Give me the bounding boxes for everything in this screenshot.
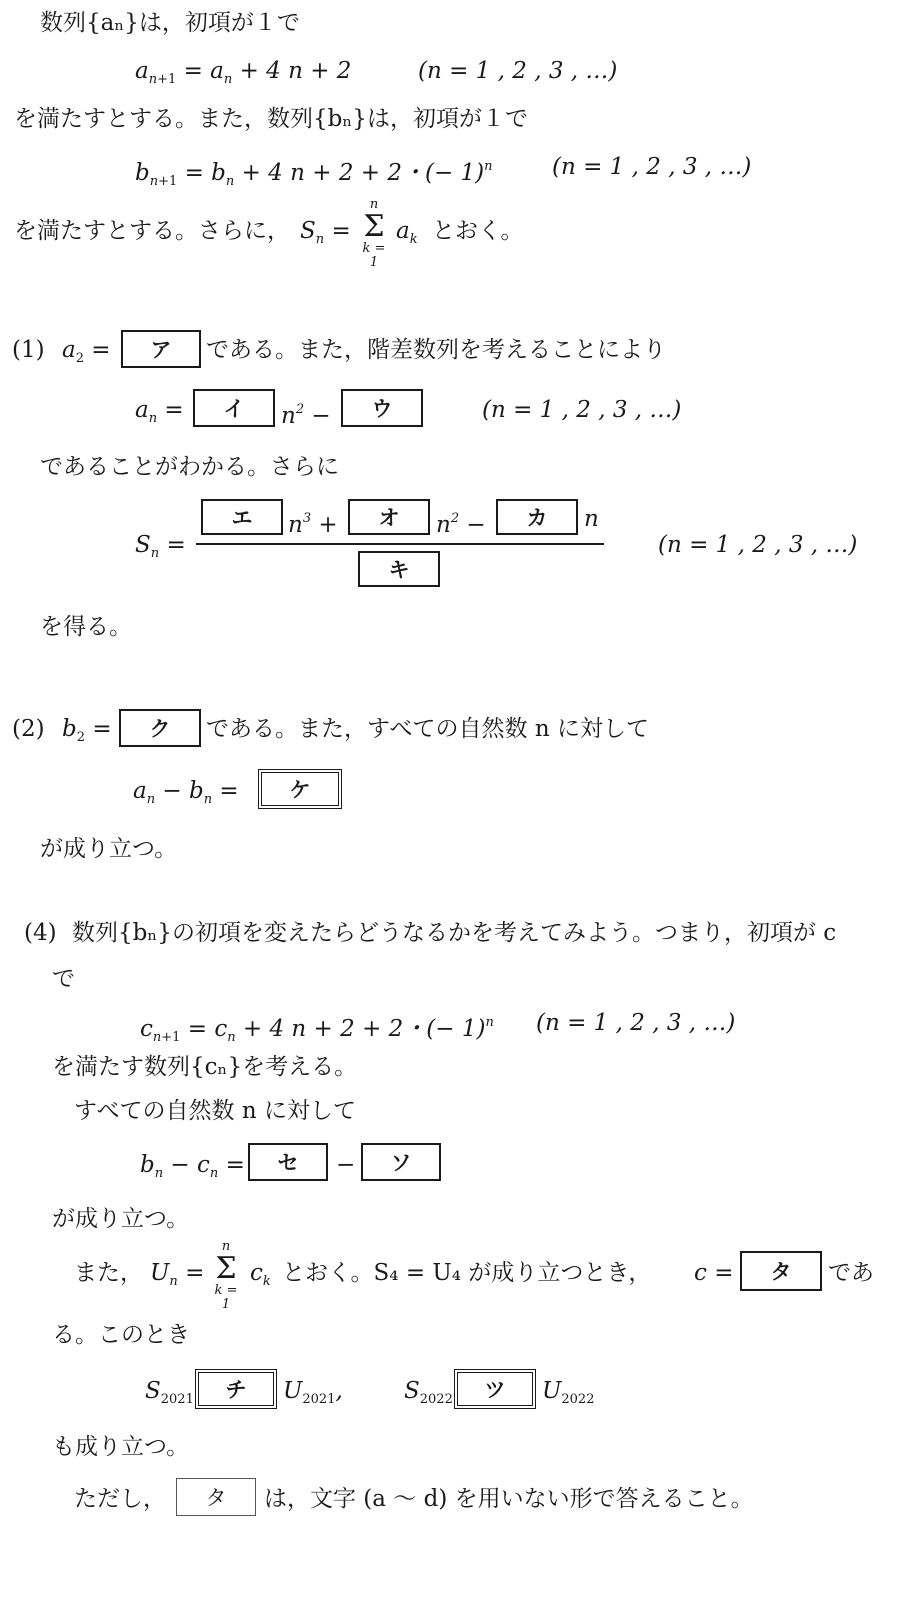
c-equals: c = [694, 1260, 734, 1286]
u2021: $U_{2021}$, [283, 1378, 343, 1407]
answer-box-a[interactable]: ア [121, 330, 201, 368]
q1-a2: $a_2$ = [62, 337, 111, 366]
intro-line-3a: を満たすとする。さらに， [14, 218, 290, 244]
q1-number: (1) [12, 337, 45, 363]
q1-line-3: を得る。 [40, 614, 132, 640]
an-minus-bn: $a_n - b_n$ = [133, 778, 239, 807]
un-def: $U_n$ = [150, 1260, 205, 1289]
answer-box-chi[interactable]: チ [195, 1369, 277, 1409]
answer-box-so[interactable]: ソ [361, 1143, 441, 1181]
answer-box-tsu[interactable]: ツ [454, 1369, 536, 1409]
sn-label: $S_n$ = [135, 532, 186, 561]
n-term: n [584, 506, 599, 532]
sigma-un: n Σ k = 1 [214, 1239, 238, 1312]
recurrence-b: $b_{n+1} = b_n + 4$ n + 2 + 2・(− 1)$^n$ [135, 159, 493, 189]
eq1-rhs: = a [183, 58, 224, 84]
q4-line-1b: で [52, 966, 75, 992]
answer-box-ta[interactable]: タ [740, 1251, 822, 1291]
n-cubed-plus: $n^3$ + [288, 511, 338, 538]
s2022: $S_{2022}$ [404, 1378, 453, 1407]
answer-box-ka[interactable]: カ [496, 499, 578, 535]
intro-line-2: を満たすとする。また，数列{bₙ}は，初項が１で [14, 106, 528, 132]
sn-range: (n = 1 , 2 , 3 , …) [658, 532, 858, 558]
minus-sign: − [336, 1152, 356, 1178]
q4-line-2: を満たす数列{cₙ}を考える。 [52, 1054, 358, 1080]
sigma-sn: n Σ k = 1 [362, 197, 386, 270]
eq2-lhs: b [135, 160, 150, 186]
an-range: (n = 1 , 2 , 3 , …) [482, 397, 682, 423]
eq-c-tail: + 4 n + 2 + 2・(− 1) [242, 1016, 486, 1042]
q4-line-8b: は，文字 (a ～ d) を用いない形で答えること。 [264, 1486, 754, 1512]
q4-line-5b: とおく。S₄ = U₄ が成り立つとき， [282, 1260, 652, 1286]
n-squared-minus-2: $n^2$ − [436, 511, 486, 538]
sn-def: $S_n$ = [300, 218, 351, 247]
answer-box-u[interactable]: ウ [341, 389, 423, 427]
q4-line-1: 数列{bₙ}の初項を変えたらどうなるかを考えてみよう。つまり，初項が c [72, 920, 837, 946]
q4-line-5a: また， [74, 1260, 143, 1286]
answer-box-ki[interactable]: キ [358, 551, 440, 587]
q4-line-3: すべての自然数 n に対して [74, 1098, 356, 1124]
answer-box-se[interactable]: セ [248, 1143, 328, 1181]
sn-symbol: S [300, 218, 316, 244]
recurrence-c: $c_{n+1} = c_n + 4$ n + 2 + 2・(− 1)$^n$ [140, 1015, 494, 1045]
eq1-range: (n = 1 , 2 , 3 , …) [418, 58, 618, 84]
bn-minus-cn: $b_n - c_n$ = [140, 1152, 245, 1181]
q2-line-3: が成り立つ。 [40, 836, 178, 862]
note-box-ta: タ [176, 1478, 256, 1516]
u2022: $U_{2022}$ [542, 1378, 595, 1407]
intro-line-1: 数列{aₙ}は，初項が１で [40, 10, 300, 36]
q2-number: (2) [12, 716, 45, 742]
eq2-tail: + 4 n + 2 + 2・(− 1) [241, 160, 485, 186]
recurrence-a: $a_{n+1} = a_n + 4$ n + 2 [135, 58, 352, 87]
q4-line-4: が成り立つ。 [52, 1206, 190, 1232]
q4-line-5c: であ [828, 1260, 874, 1286]
eq1-tail: + 4 n + 2 [239, 58, 352, 84]
q4-line-7: も成り立つ。 [52, 1434, 190, 1460]
answer-box-o[interactable]: オ [348, 499, 430, 535]
answer-box-ke[interactable]: ケ [258, 769, 342, 809]
an-label: $a_n$ = [135, 397, 184, 426]
q2-b2: $b_2$ = [62, 716, 112, 745]
q4-line-8a: ただし， [74, 1486, 166, 1512]
fraction-bar [196, 543, 604, 545]
ak-term: $a_k$ [396, 218, 418, 247]
q1-line-1: である。また，階差数列を考えることにより [206, 337, 666, 363]
q1-line-2: であることがわかる。さらに [40, 454, 339, 480]
answer-box-ku[interactable]: ク [119, 709, 201, 747]
eq2-range: (n = 1 , 2 , 3 , …) [552, 154, 752, 180]
answer-box-e[interactable]: エ [201, 499, 283, 535]
q2-line-1: である。また，すべての自然数 n に対して [206, 716, 649, 742]
eq2-rhs: = b [184, 160, 226, 186]
ck-term: $c_k$ [250, 1260, 271, 1289]
n-squared-minus: $n^2$ − [281, 402, 331, 429]
q4-number: (4) [24, 920, 57, 946]
s2021: $S_{2021}$ [145, 1378, 194, 1407]
intro-line-3c: とおく。 [432, 218, 524, 244]
q4-line-6: る。このとき [52, 1322, 190, 1348]
answer-box-i[interactable]: イ [193, 389, 275, 427]
eq1-lhs: a [135, 58, 149, 84]
eq-c-range: (n = 1 , 2 , 3 , …) [536, 1010, 736, 1036]
